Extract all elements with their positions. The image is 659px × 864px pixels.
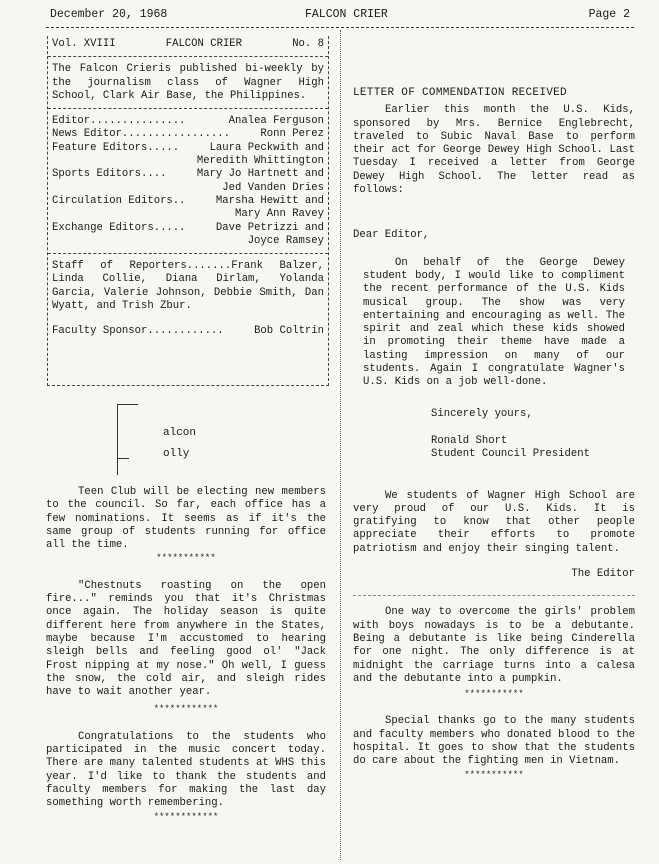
- masthead-divider: [48, 56, 328, 57]
- right-column: [353, 87, 635, 782]
- separator-stars: ***********: [464, 769, 524, 780]
- separator-stars: ************: [153, 704, 219, 715]
- column-logo-line1: alcon: [163, 427, 197, 439]
- staff-name: Analea Ferguson: [228, 115, 324, 128]
- separator-stars: ***********: [464, 689, 524, 700]
- editor-reply: We students of Wagner High School are very proud of our U.S. Kids. It is gratifying to know that other people appreciate their efforts to promote patriotism and enjoy their singing talent.: [353, 489, 635, 555]
- teen-club-item: Teen Club will be electing new members to the council. So far, each office has a few nominations. It seems as if it's the same group of students running for office all the time.: [46, 486, 326, 552]
- staff-name: Laura Peckwith and: [209, 141, 324, 154]
- staff-row: [52, 222, 324, 235]
- masthead-intro: The Falcon Crieris published bi-weekly by the journalism class of Wagner High School, Clark Air Base, the Philippines.: [52, 63, 324, 102]
- letter-signer-title: Student Council President: [431, 448, 590, 461]
- staff-row: [52, 142, 324, 155]
- blood-drive-item: Special thanks go to the many students and faculty members who donated blood to the hospital. It goes to show that the students do care about the fighting men in Vietnam.: [353, 715, 635, 768]
- staff-name: Mary Ann Ravey: [234, 208, 324, 221]
- sponsor-label: Faculty Sponsor............: [52, 325, 224, 338]
- letter-closing: Sincerely yours,: [431, 407, 533, 420]
- reporters-list: Staff of Reporters.......Frank Balzer, Linda Collie, Diana Dirlam, Yolanda Garcia, Valerie Johnson, Debbie Smith, Dan Wyatt, and Trish Zbur.: [52, 260, 324, 313]
- chestnuts-item: "Chestnuts roasting on the open fire..." reminds you that it's Christmas once again. The holiday season is quite different here from anywhere in the States, maybe because I'm accustomed to hearing sleigh bells and feeling good ol' "Jack Frost nipping at my nose." Oh well, I guess the snow, the cold air, and sleigh rides have to wait another year.: [46, 579, 326, 699]
- article-title: LETTER OF COMMENDATION RECEIVED: [353, 87, 567, 99]
- masthead-divider: [48, 108, 328, 109]
- paper-name: FALCON CRIER: [305, 8, 388, 21]
- staff-row: [52, 208, 324, 221]
- staff-row: [52, 168, 324, 181]
- masthead-top-row: [52, 38, 324, 51]
- staff-list: [52, 115, 324, 248]
- staff-role: Editor...............: [52, 115, 186, 128]
- staff-role: Circulation Editors..: [52, 194, 186, 207]
- letter-salutation: Dear Editor,: [353, 229, 430, 242]
- staff-row: [52, 195, 324, 208]
- staff-role: Sports Editors....: [52, 168, 167, 181]
- staff-name: Marsha Hewitt and: [215, 194, 324, 207]
- issue-number: No. 8: [292, 38, 324, 50]
- debutante-item: One way to overcome the girls' problem with boys nowadays is to be a debutante. Being a debutante is like being Cinderella for one night. The only difference is at midnight the carriage turns into a calesa and the debutante into a pumpkin.: [353, 606, 635, 685]
- masthead-divider: [48, 253, 328, 254]
- issue-date: December 20, 1968: [50, 8, 168, 21]
- staff-name: Joyce Ramsey: [247, 234, 324, 247]
- volume: Vol. XVIII: [52, 38, 116, 50]
- column-logo-line2: olly: [163, 448, 190, 460]
- staff-role: News Editor.................: [52, 128, 231, 141]
- separator-stars: ************: [153, 811, 219, 822]
- sponsor-row: [52, 325, 324, 338]
- staff-row: [52, 155, 324, 168]
- separator-stars: ***********: [156, 553, 216, 564]
- staff-row: [52, 115, 324, 128]
- staff-row: [52, 182, 324, 195]
- letter-signer: Ronald Short: [431, 434, 508, 447]
- staff-role: Feature Editors.....: [52, 141, 180, 154]
- concert-item: Congratulations to the students who participated in the music concert today. There are many talented students at WHS this year. I'd like to thank the students and faculty members for making the last day something worth remembering.: [46, 730, 326, 810]
- sponsor-name: Bob Coltrin: [254, 325, 324, 338]
- staff-role: Exchange Editors.....: [52, 221, 186, 234]
- staff-name: Dave Petrizzi and: [215, 221, 324, 234]
- masthead-box: [47, 36, 329, 386]
- staff-row: [52, 235, 324, 248]
- masthead-name: FALCON CRIER: [165, 38, 243, 50]
- staff-name: Mary Jo Hartnett and: [196, 168, 324, 181]
- left-column-items: [46, 486, 326, 824]
- page-header: [50, 8, 630, 24]
- column-logo-bracket: [117, 404, 138, 475]
- page-number: Page 2: [588, 8, 630, 21]
- column-logo-bar: [117, 458, 129, 459]
- staff-name: Ronn Perez: [260, 128, 324, 141]
- staff-name: Jed Vanden Dries: [222, 181, 324, 194]
- staff-row: [52, 128, 324, 141]
- editor-signature: The Editor: [571, 568, 635, 581]
- staff-name: Meredith Whittington: [196, 155, 324, 168]
- letter-body: On behalf of the George Dewey student body, I would like to compliment the recent performance of the U.S. Kids musical group. The show was very entertaining and encouraging as well. The spirit and zeal which these kids showed in promoting their theme have made a lasting impression on many of our students. Again I congratulate Wagner's U.S. Kids on a job well-done.: [363, 256, 625, 389]
- column-divider: [340, 30, 341, 860]
- article-lead: Earlier this month the U.S. Kids, sponsored by Mrs. Bernice Englebrecht, traveled to Subic Naval Base to perform their act for George Dewey High School. Last Tuesday I received a letter from George Dewey High School. The letter read as follows:: [353, 104, 635, 197]
- section-rule: [353, 595, 635, 596]
- header-rule: [46, 27, 634, 28]
